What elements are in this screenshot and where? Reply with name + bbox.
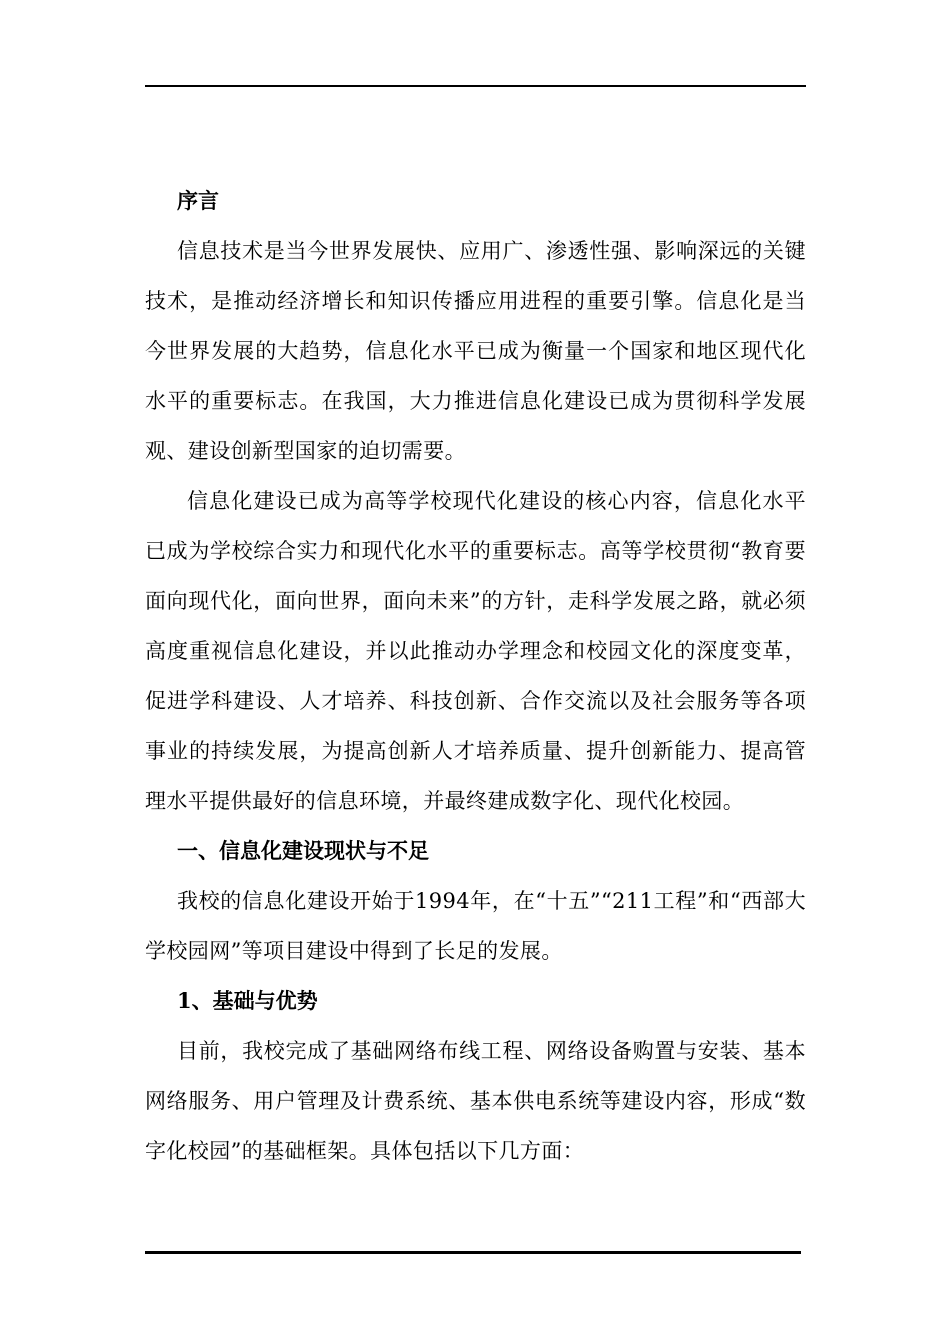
section-1-paragraph: 我校的信息化建设开始于1994年，在“十五”“211工程”和“西部大学校园网”等项目建设中得到了长足的发展。 <box>145 889 806 963</box>
footer-rule <box>145 1251 801 1254</box>
preface-heading: 序言 <box>177 188 219 213</box>
subsection-1-paragraph: 目前，我校完成了基础网络布线工程、网络设备购置与安装、基本网络服务、用户管理及计费系统、基本供电系统等建设内容，形成“数字化校园”的基础框架。具体包括以下几方面： <box>145 1039 806 1163</box>
preface-paragraph-1: 信息技术是当今世界发展快、应用广、渗透性强、影响深远的关键技术，是推动经济增长和知识传播应用进程的重要引擎。信息化是当今世界发展的大趋势，信息化水平已成为衡量一个国家和地区现代化水平的重要标志。在我国，大力推进信息化建设已成为贯彻科学发展观、建设创新型国家的迫切需要。 <box>145 239 806 463</box>
document-body <box>145 176 806 1176</box>
header-rule <box>145 85 806 87</box>
section-1-heading: 一、信息化建设现状与不足 <box>177 838 429 863</box>
subsection-1-heading: 1、基础与优势 <box>177 988 318 1013</box>
preface-paragraph-2: 信息化建设已成为高等学校现代化建设的核心内容，信息化水平已成为学校综合实力和现代化水平的重要标志。高等学校贯彻“教育要面向现代化，面向世界，面向未来”的方针，走科学发展之路，就必须高度重视信息化建设，并以此推动办学理念和校园文化的深度变革，促进学科建设、人才培养、科技创新、合作交流以及社会服务等各项事业的持续发展，为提高创新人才培养质量、提升创新能力、提高管理水平提供最好的信息环境，并最终建成数字化、现代化校园。 <box>145 489 806 813</box>
